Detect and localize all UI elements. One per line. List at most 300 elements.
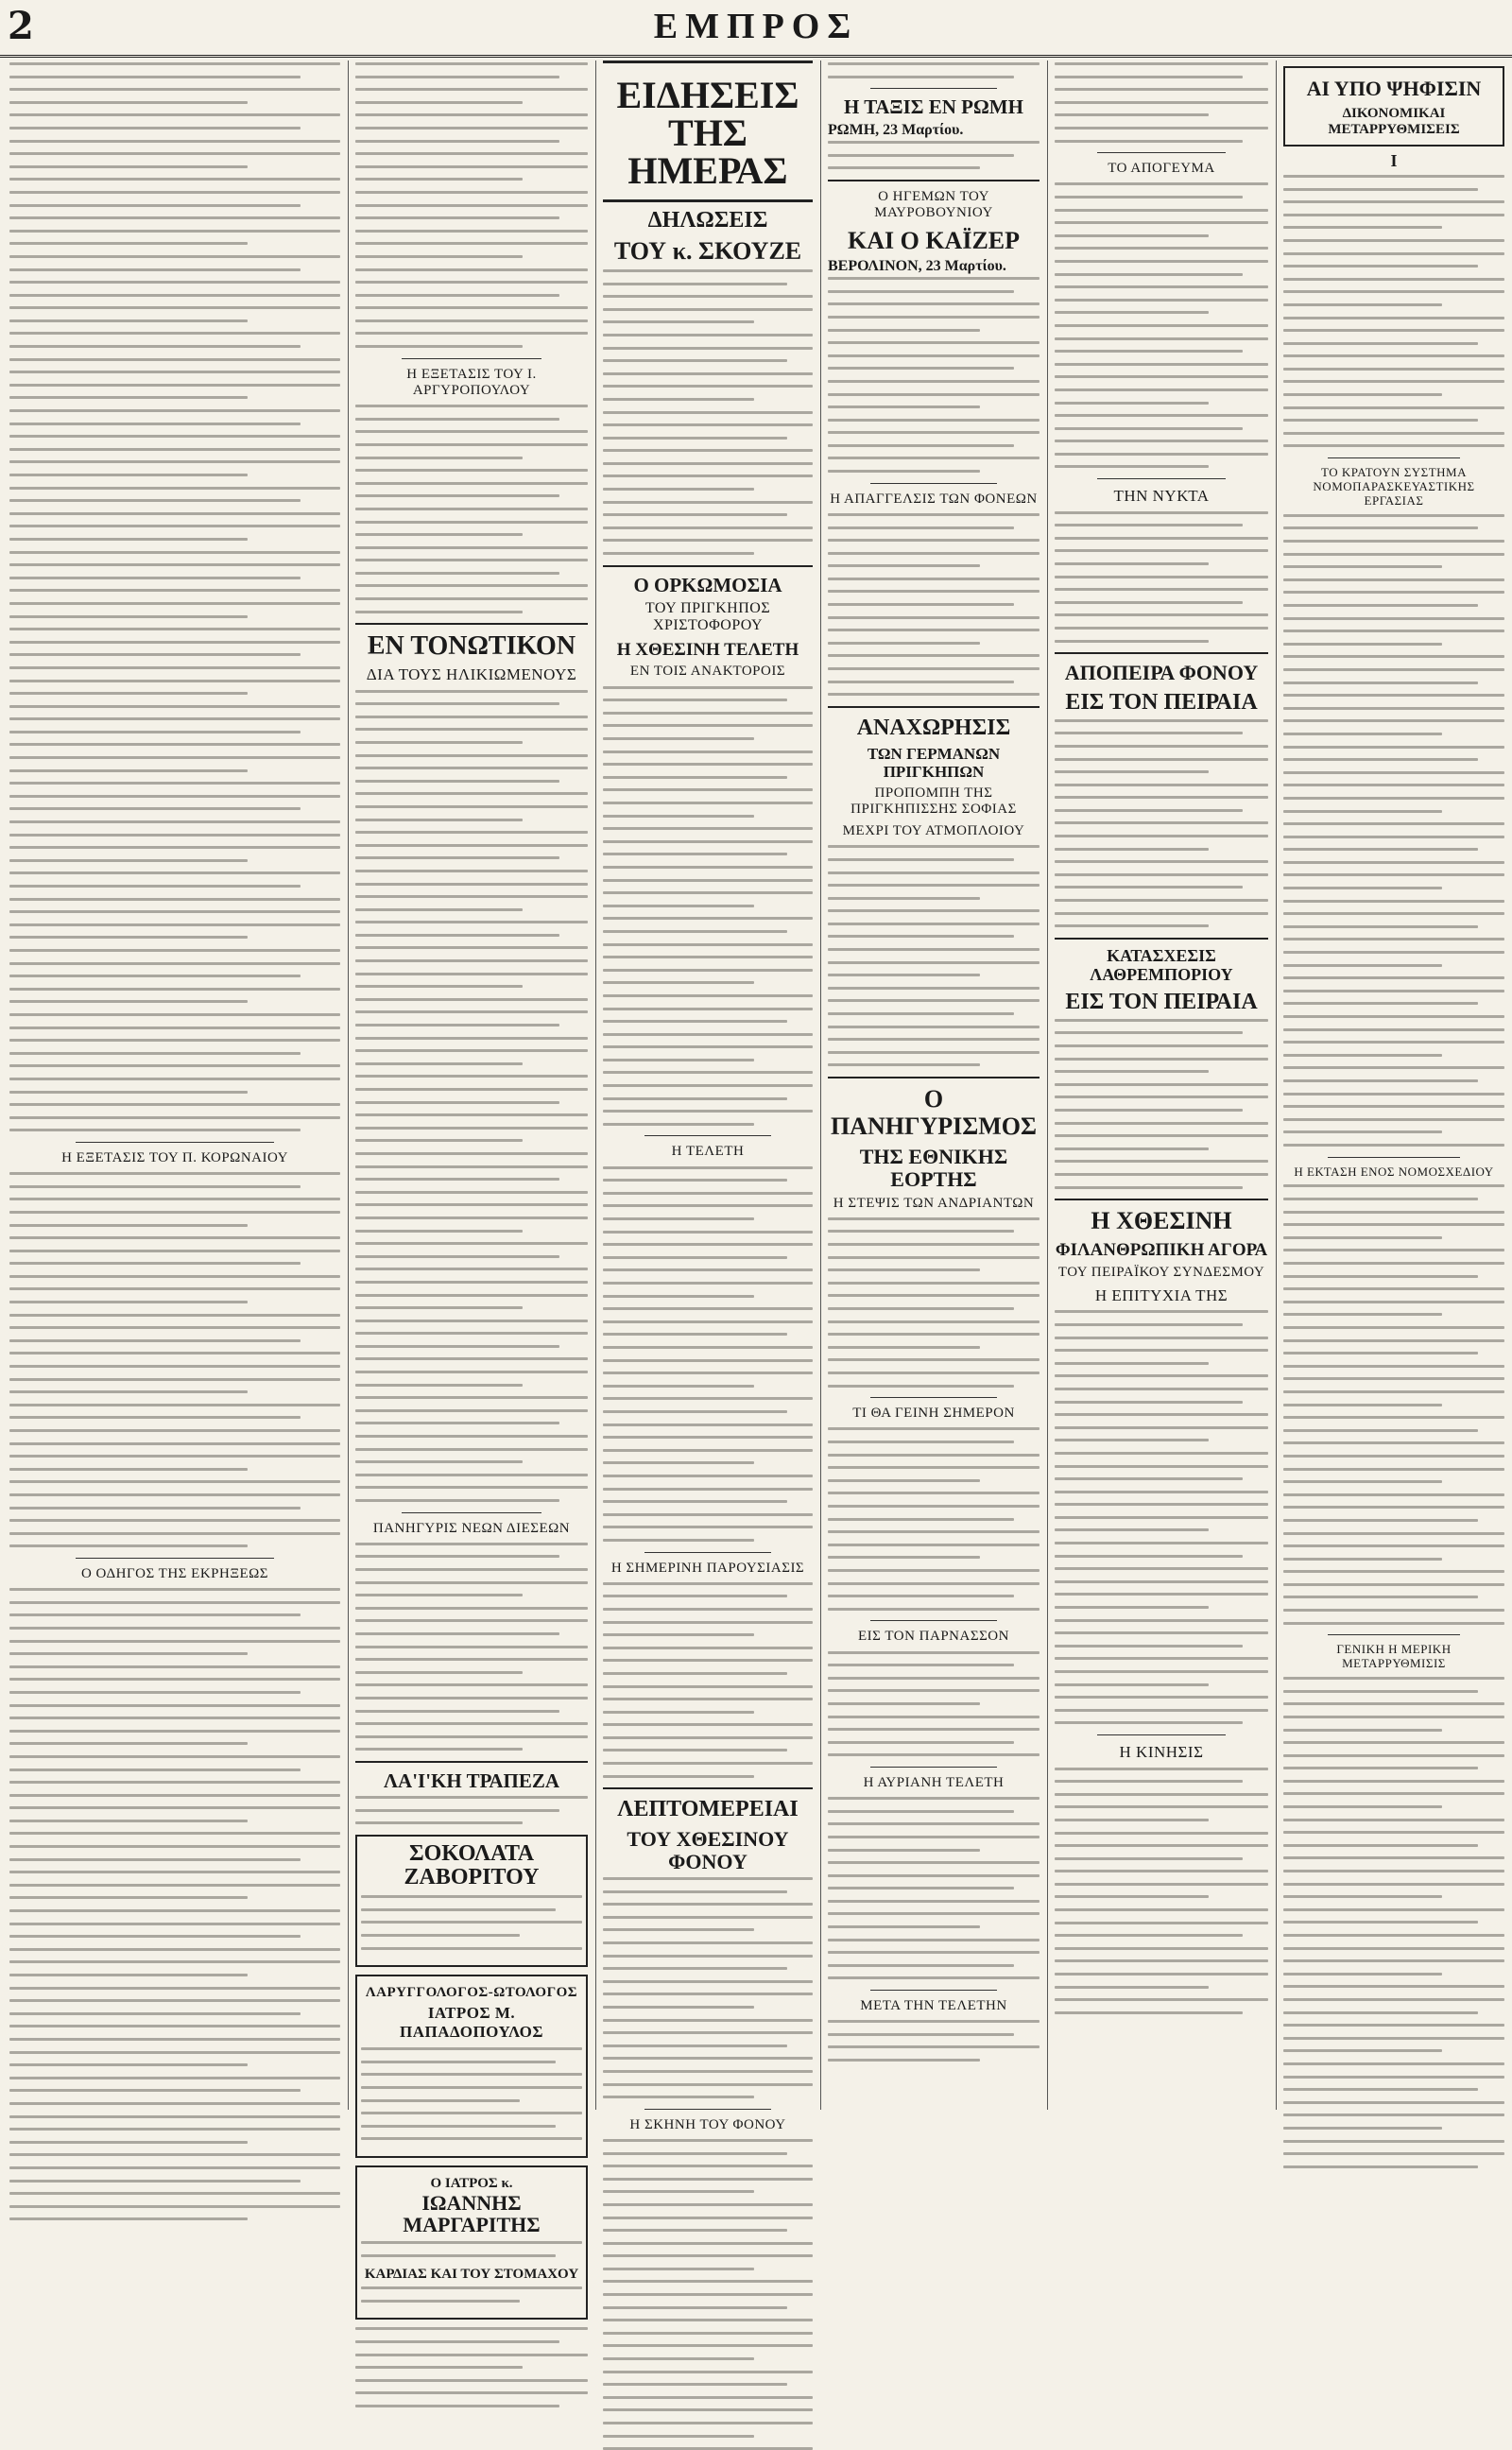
text-line <box>1283 784 1504 786</box>
text-line <box>1283 1105 1504 1108</box>
text-line <box>355 1294 588 1297</box>
text-line <box>603 1179 787 1182</box>
text-line <box>828 1217 1040 1220</box>
text-line <box>9 834 340 837</box>
text-line <box>1283 771 1504 774</box>
text-line <box>828 1479 980 1482</box>
section-heading: ΤΙ ΘΑ ΓΕΙΝΗ ΣΗΜΕΡΟΝ <box>852 1406 1015 1422</box>
text-line <box>1055 1452 1268 1455</box>
story-subtitle: ΠΡΟΠΟΜΠΗ ΤΗΣ ΠΡΙΓΚΗΠΙΣΣΗΣ ΣΟΦΙΑΣ <box>850 785 1017 817</box>
text-line <box>1283 2088 1478 2091</box>
text-line <box>1055 1542 1268 1544</box>
text-line <box>1283 643 1442 646</box>
text-line <box>1055 1819 1209 1821</box>
text-line <box>603 1123 754 1126</box>
text-line <box>9 885 301 888</box>
text-line <box>603 1461 754 1464</box>
text-line <box>828 1964 1014 1967</box>
text-line <box>603 1762 813 1765</box>
divider <box>870 1397 997 1398</box>
text-line <box>9 2141 248 2144</box>
text-line <box>1283 1184 1504 1187</box>
text-line <box>1283 1054 1442 1057</box>
story-subtitle: ΤΟΥ ΠΡΙΓΚΗΠΟΣ ΧΡΙΣΤΟΦΟΡΟΥ <box>644 599 771 634</box>
text-line <box>9 1390 248 1393</box>
text-line <box>828 1358 1040 1361</box>
text-line <box>1055 1310 1268 1313</box>
text-line <box>1055 1793 1268 1796</box>
text-line <box>1283 200 1504 203</box>
text-line <box>9 807 301 810</box>
text-line <box>9 717 340 720</box>
text-line <box>1283 1831 1504 1834</box>
body-text <box>1055 1768 1268 2014</box>
text-line <box>828 1716 1040 1718</box>
text-line <box>1055 835 1268 837</box>
text-line <box>1055 562 1209 565</box>
ad-brand-name: ΣΟΚΟΛΑΤΑ ΖΑΒΟΡΙΤΟΥ <box>404 1840 540 1889</box>
text-line <box>1283 1702 1504 1705</box>
text-line <box>1283 758 1478 761</box>
text-line <box>355 152 588 155</box>
text-line <box>603 1775 754 1778</box>
text-line <box>603 2280 813 2283</box>
text-line <box>1283 1622 1504 1625</box>
text-line <box>9 2012 301 2015</box>
text-line <box>9 460 340 463</box>
text-line <box>9 1935 301 1938</box>
text-line <box>1055 899 1268 902</box>
text-line <box>603 1928 754 1931</box>
text-line <box>1055 1058 1268 1061</box>
text-line <box>603 1526 813 1528</box>
text-line <box>9 345 301 348</box>
text-line <box>9 101 248 104</box>
text-line <box>355 1474 588 1476</box>
text-line <box>1283 912 1504 915</box>
text-line <box>355 1568 588 1571</box>
text-line <box>1283 380 1504 383</box>
text-line <box>1283 354 1504 357</box>
text-line <box>1283 2062 1504 2065</box>
divider <box>1055 1199 1268 1200</box>
text-line <box>9 1326 340 1329</box>
text-line <box>1283 329 1504 332</box>
text-line <box>355 1037 588 1040</box>
text-line <box>9 910 340 913</box>
text-line <box>828 444 1014 447</box>
text-line <box>1283 1144 1504 1147</box>
text-line <box>1283 1404 1442 1406</box>
text-line <box>828 277 1040 280</box>
text-line <box>9 1116 340 1119</box>
text-line <box>603 526 813 529</box>
text-line <box>9 62 340 65</box>
text-line <box>361 2099 520 2102</box>
text-line <box>828 1026 1040 1028</box>
text-line <box>603 751 813 753</box>
story-subtitle: Η ΣΤΕΨΙΣ ΤΩΝ ΑΝΔΡΙΑΝΤΩΝ <box>833 1195 1035 1211</box>
text-line <box>603 956 813 958</box>
text-line <box>1283 1429 1478 1432</box>
text-line <box>828 923 1040 925</box>
text-line <box>1055 402 1209 405</box>
text-line <box>828 457 1040 459</box>
text-line <box>355 1152 588 1155</box>
text-line <box>1283 861 1504 864</box>
text-line <box>603 1346 813 1349</box>
text-line <box>355 88 588 91</box>
text-line <box>1283 252 1504 255</box>
text-line <box>603 1333 787 1336</box>
section-title: ΕΝ ΤΟΝΩΤΙΚΟΝ <box>367 631 576 662</box>
text-line <box>355 1486 588 1489</box>
text-line <box>9 113 340 116</box>
text-line <box>828 316 1040 319</box>
text-line <box>1283 419 1478 422</box>
text-line <box>1283 1998 1504 2001</box>
section-heading: Η ΤΕΛΕΤΗ <box>671 1144 745 1160</box>
divider <box>1055 938 1268 940</box>
text-line <box>603 1488 813 1491</box>
text-line <box>828 76 1014 78</box>
text-line <box>355 946 588 949</box>
body-text <box>603 1877 813 2098</box>
body-text <box>9 62 340 1131</box>
text-line <box>828 1282 1040 1285</box>
ad-text <box>361 2286 582 2303</box>
text-line <box>1283 668 1504 671</box>
story-title: Ο ΗΓΕΜΩΝ ΤΟΥ ΜΑΥΡΟΒΟΥΝΙΟΥ <box>874 189 993 221</box>
text-line <box>1055 524 1243 526</box>
text-line <box>1283 733 1442 735</box>
text-line <box>9 1064 340 1067</box>
text-line <box>355 306 588 309</box>
text-line <box>603 1621 813 1624</box>
text-line <box>355 870 588 872</box>
text-line <box>603 398 754 401</box>
text-line <box>9 1339 301 1342</box>
text-line <box>1055 886 1243 889</box>
text-line <box>1283 2101 1504 2104</box>
text-line <box>603 2344 813 2347</box>
text-line <box>9 1884 340 1887</box>
text-line <box>1055 1986 1209 1989</box>
text-line <box>9 1704 340 1707</box>
story-subtitle: ΤΩΝ ΓΕΡΜΑΝΩΝ ΠΡΙΓΚΗΠΩΝ <box>867 745 1001 781</box>
text-line <box>828 1256 1040 1259</box>
text-line <box>361 2073 582 2076</box>
text-line <box>1055 1160 1268 1163</box>
text-line <box>355 1796 588 1799</box>
text-line <box>1055 924 1209 927</box>
text-line <box>1055 1096 1268 1098</box>
text-line <box>1055 337 1268 340</box>
text-line <box>9 512 340 515</box>
story-title: ΑΠΟΠΕΙΡΑ ΦΟΝΟΥ <box>1064 661 1259 685</box>
text-line <box>603 449 813 452</box>
text-line <box>828 1530 1040 1533</box>
text-line <box>603 2096 754 2098</box>
text-line <box>361 2286 582 2289</box>
text-line <box>603 1385 754 1388</box>
text-line <box>603 1436 813 1439</box>
story-title: ΛΕΠΤΟΜΕΡΕΙΑΙ <box>617 1797 799 1822</box>
divider <box>402 358 541 359</box>
text-line <box>1283 1570 1504 1573</box>
section-heading: Η ΕΞΕΤΑΣΙΣ ΤΟΥ Ι. ΑΡΓΥΡΟΠΟΥΛΟΥ <box>406 366 537 398</box>
text-line <box>603 1282 813 1285</box>
text-line <box>1055 299 1268 302</box>
text-line <box>9 1974 248 1976</box>
text-line <box>9 1211 340 1214</box>
text-line <box>1055 1516 1268 1519</box>
column-rule <box>820 60 821 2110</box>
text-line <box>603 2190 754 2193</box>
text-line <box>355 533 523 536</box>
text-line <box>603 840 813 843</box>
text-line <box>9 1455 340 1458</box>
story-subtitle: ΚΑΙ Ο ΚΑΪΖΕΡ <box>847 226 1021 254</box>
text-line <box>1055 1070 1209 1073</box>
text-line <box>9 949 340 952</box>
ad-doctor-name: ΙΩΑΝΝΗΣ ΜΑΡΓΑΡΙΤΗΣ <box>403 2190 541 2236</box>
text-line <box>9 499 301 502</box>
text-line <box>828 590 1040 593</box>
text-line <box>9 1013 340 1016</box>
text-line <box>1283 682 1478 684</box>
text-line <box>828 1874 1040 1877</box>
text-line <box>355 457 523 459</box>
section-heading: Η ΕΚΤΑΣΗ ΕΝΟΣ ΝΟΜΟΣΧΕΔΙΟΥ <box>1294 1164 1494 1179</box>
text-line <box>1283 303 1442 306</box>
column-5 <box>1049 60 1274 2110</box>
text-line <box>828 141 1040 144</box>
text-line <box>1283 1493 1504 1496</box>
text-line <box>1055 1606 1209 1609</box>
text-line <box>355 1088 588 1091</box>
text-line <box>828 2033 1014 2036</box>
text-line <box>828 693 1040 696</box>
text-line <box>9 165 248 168</box>
text-line <box>1283 1856 1504 1859</box>
body-text <box>603 269 813 555</box>
text-line <box>1055 809 1243 812</box>
story-subtitle: ΕΙΣ ΤΟΝ ΠΕΙΡΑΙΑ <box>1065 690 1258 716</box>
text-line <box>1283 444 1504 447</box>
text-line <box>603 981 754 984</box>
text-line <box>355 521 588 524</box>
text-line <box>1283 1236 1442 1239</box>
text-line <box>1283 1480 1442 1483</box>
text-line <box>9 2077 340 2079</box>
text-line <box>828 552 1040 555</box>
text-line <box>1055 1491 1268 1493</box>
body-text <box>9 1588 340 2220</box>
text-line <box>603 2019 813 2022</box>
text-line <box>355 127 588 129</box>
text-line <box>355 1242 588 1245</box>
text-line <box>603 891 813 894</box>
text-line <box>1055 1528 1209 1531</box>
text-line <box>603 1659 813 1662</box>
text-line <box>1055 1122 1268 1125</box>
text-line <box>603 827 813 830</box>
text-line <box>1283 406 1504 409</box>
text-line <box>1055 76 1243 78</box>
body-text <box>828 141 1040 169</box>
text-line <box>828 2045 1040 2048</box>
text-line <box>361 2112 582 2114</box>
body-text <box>9 1172 340 1547</box>
text-line <box>1283 1792 1504 1795</box>
text-line <box>9 1507 301 1510</box>
text-line <box>1055 1768 1268 1770</box>
text-line <box>355 1710 559 1713</box>
text-line <box>9 1820 248 1822</box>
text-line <box>1283 1130 1442 1133</box>
text-line <box>603 1647 813 1649</box>
section-heading: ΤΗΝ ΝΥΚΤΑ <box>1113 487 1210 506</box>
text-line <box>361 1947 582 1950</box>
text-line <box>355 1216 588 1219</box>
text-line <box>603 2371 813 2373</box>
text-line <box>603 552 754 555</box>
text-line <box>355 1306 523 1309</box>
story-subtitle: ΦΙΛΑΝΘΡΩΠΙΚΗ ΑΓΟΡΑ <box>1055 1239 1268 1260</box>
text-line <box>828 1976 1040 1979</box>
text-line <box>1055 796 1268 799</box>
text-line <box>9 152 340 155</box>
text-line <box>355 443 588 446</box>
text-line <box>1055 1709 1268 1712</box>
text-line <box>355 728 588 731</box>
text-line <box>1283 565 1442 568</box>
text-line <box>603 1967 787 1970</box>
text-line <box>828 681 1014 683</box>
text-line <box>9 871 340 874</box>
text-line <box>355 1113 588 1116</box>
text-line <box>603 1045 813 1048</box>
text-line <box>828 871 1040 874</box>
text-line <box>355 268 588 271</box>
text-line <box>828 539 1040 542</box>
text-line <box>828 1608 1040 1611</box>
text-line <box>603 1736 813 1739</box>
text-line <box>9 1314 340 1317</box>
text-line <box>355 690 588 693</box>
text-line <box>603 930 787 933</box>
text-line <box>355 1735 588 1738</box>
text-line <box>355 934 559 937</box>
text-line <box>828 1051 1040 1054</box>
section-heading: ΓΕΝΙΚΗ Η ΜΕΡΙΚΗ ΜΕΤΑΡΡΥΘΜΙΣΙΣ <box>1336 1642 1452 1671</box>
text-line <box>355 1646 588 1648</box>
story-subtitle: ΤΟΥ κ. ΣΚΟΥΖΕ <box>613 237 802 266</box>
text-line <box>1283 226 1442 229</box>
text-line <box>828 1012 1014 1015</box>
text-line <box>9 1652 248 1655</box>
text-line <box>1055 758 1268 761</box>
text-line <box>603 2319 813 2321</box>
divider <box>603 565 813 567</box>
body-text <box>828 513 1040 696</box>
text-line <box>603 1903 813 1906</box>
divider <box>828 1077 1040 1078</box>
text-line <box>828 2059 980 2062</box>
text-line <box>1055 1683 1209 1686</box>
text-line <box>603 334 813 336</box>
text-line <box>603 1410 787 1413</box>
text-line <box>9 1000 248 1003</box>
text-line <box>1283 617 1504 620</box>
text-line <box>355 2379 588 2382</box>
text-line <box>355 973 588 975</box>
text-line <box>828 341 1040 344</box>
text-line <box>603 724 813 727</box>
story-title: Η ΤΑΞΙΣ ΕΝ ΡΩΜΗ <box>844 95 1023 119</box>
text-line <box>1055 1857 1243 1860</box>
text-line <box>9 242 248 245</box>
text-line <box>355 584 588 587</box>
text-line <box>1055 440 1268 442</box>
text-line <box>9 1172 340 1175</box>
text-line <box>355 1460 523 1463</box>
text-line <box>355 741 523 744</box>
text-line <box>9 1999 340 2002</box>
text-line <box>355 1203 588 1206</box>
text-line <box>9 988 340 991</box>
text-line <box>1283 1028 1504 1031</box>
body-text <box>1055 719 1268 928</box>
text-line <box>1283 746 1504 749</box>
text-line <box>9 936 248 939</box>
text-line <box>355 959 588 962</box>
text-line <box>1055 549 1268 552</box>
text-line <box>603 385 813 388</box>
text-line <box>1055 414 1268 417</box>
text-line <box>603 2203 813 2206</box>
text-line <box>1055 1670 1268 1673</box>
body-text <box>1283 1184 1504 1624</box>
text-line <box>603 1295 754 1298</box>
text-line <box>603 474 813 477</box>
text-line <box>355 831 588 834</box>
divider <box>644 1552 770 1553</box>
text-line <box>1055 234 1209 237</box>
text-line <box>355 1748 523 1751</box>
text-line <box>355 895 588 898</box>
text-line <box>355 2327 588 2330</box>
body-text <box>828 1651 1040 1757</box>
text-line <box>355 62 588 65</box>
text-line <box>1055 511 1268 514</box>
text-line <box>1283 604 1478 607</box>
text-line <box>9 1678 340 1681</box>
text-line <box>9 487 340 490</box>
text-line <box>828 1810 1014 1813</box>
text-line <box>1055 273 1243 276</box>
text-line <box>9 1871 340 1873</box>
text-line <box>1283 2049 1442 2052</box>
text-line <box>603 802 813 804</box>
text-line <box>9 705 340 708</box>
body-text <box>355 62 588 348</box>
text-line <box>1055 1883 1268 1886</box>
text-line <box>603 1256 787 1259</box>
text-line <box>355 572 559 575</box>
text-line <box>828 393 1040 396</box>
